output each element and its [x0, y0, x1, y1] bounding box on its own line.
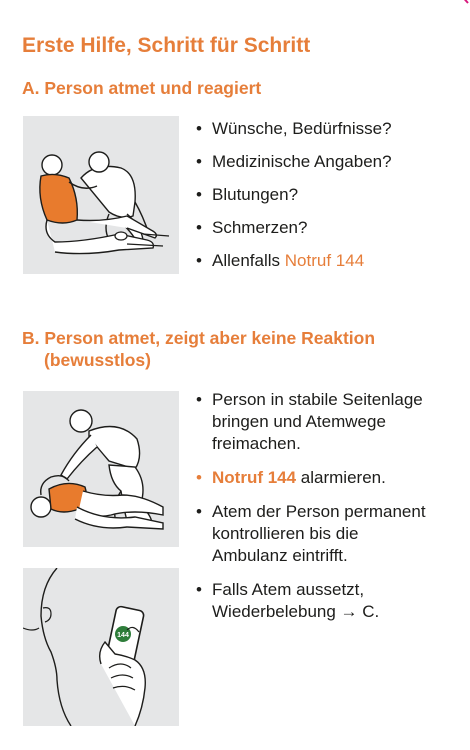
list-item: • Medizinische Angaben? — [196, 151, 392, 173]
section-a-heading: A. Person atmet und reagiert — [22, 78, 262, 98]
list-item-text: Allenfalls — [212, 251, 285, 270]
corner-mark — [458, 0, 470, 8]
section-b-list — [196, 389, 436, 635]
list-item — [196, 467, 436, 489]
list-item — [196, 250, 392, 272]
emergency-number-link: Notruf 144 — [284, 251, 365, 270]
illustration-person-sitting-assisted — [23, 116, 179, 274]
phone-screen-label: 144 — [117, 632, 129, 639]
illustration-phone-emergency-call — [23, 568, 179, 726]
list-item: • Person in stabile Seitenlage bringen und Atemwege freimachen. — [196, 389, 436, 455]
page-title: Erste Hilfe, Schritt für Schritt — [22, 34, 311, 57]
list-item: • Atem der Person permanent kontrollieren bis die Ambulanz eintrifft. — [196, 501, 436, 567]
list-item: • Blutungen? — [196, 184, 392, 206]
list-item: • Schmerzen? — [196, 217, 392, 239]
list-item: • Falls Atem aussetzt, Wiederbelebung → C. — [196, 579, 436, 623]
illustration-recovery-position — [23, 391, 179, 547]
section-b-heading-line1: B. Person atmet, zeigt aber keine Reaktion — [22, 328, 376, 348]
section-b-heading — [22, 327, 452, 371]
section-b-heading-line2: (bewusstlos) — [44, 350, 151, 370]
section-a-list — [196, 118, 392, 283]
list-item: • Wünsche, Bedürfnisse? — [196, 118, 392, 140]
list-item-text: alarmieren. — [296, 468, 386, 487]
emergency-number: Notruf 144 — [212, 468, 297, 487]
